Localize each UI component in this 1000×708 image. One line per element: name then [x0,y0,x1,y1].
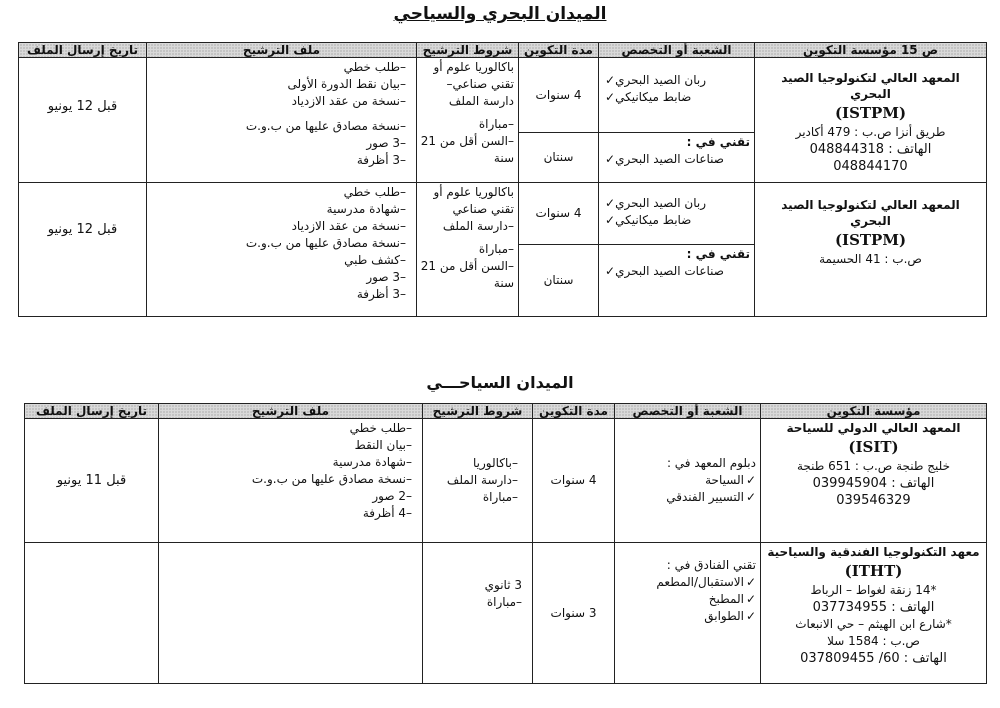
check-icon [744,490,756,504]
table-header-row [19,43,987,58]
header-duration: مدة التكوين [519,43,599,58]
institution-cell: المعهد العالي لتكنولوجيا الصيد البحري (ISTPM) طريق أنزا ص.ب : 479 أكادير الهاتف : 048844318 048844170 [755,58,987,183]
header-file: ملف الترشيح [147,43,417,58]
duration-cell: سنتان [519,133,599,183]
file-cell [159,543,423,684]
section-title: الميدان السياحـــي [426,373,574,392]
file-cell: –طلب خطي –شهادة مدرسية –نسخة من عقد الازدياد –نسخة مصادق عليها من ب.و.ت –كشف طبي –3 صور –3 أظرفة [147,183,417,317]
duration-cell: 4 سنوات [519,58,599,133]
check-icon [744,609,756,623]
specialty-cell: دبلوم المعهد في : ✓ السياحة ✓ التسيير الفندقي [615,419,761,543]
header-date: تاريخ إرسال الملف [25,404,159,419]
check-icon [603,213,615,227]
duration-cell: 4 سنوات [519,183,599,245]
specialty-cell: تقني في : صناعات الصيد البحري✓ [599,133,755,183]
date-cell: قبل 12 يونيو [19,58,147,183]
institution-cell: معهد التكنولوجيا الفندقية والسياحية (ITHT) *14 زنقة لغواط – الرباط الهاتف : 037734955 *شارع ابن الهيثم – حي الانبعاث ص.ب : 1584 سلا الهاتف : 60/ 037809455 [761,543,987,684]
date-cell: قبل 12 يونيو [19,183,147,317]
check-icon [603,152,615,166]
table-header-row [25,404,987,419]
specialty-cell: تقني في : صناعات الصيد البحري✓ [599,245,755,317]
date-cell: قبل 11 يونيو [25,419,159,543]
check-icon [744,575,756,589]
check-icon [603,264,615,278]
header-date: تاريخ إرسال الملف [19,43,147,58]
duration-cell: 4 سنوات [533,419,615,543]
conditions-cell: باكالوريا علوم أو تقني صناعي –دارسة الملف –مباراة –السن أقل من 21 سنة [417,183,519,317]
institution-cell: المعهد العالي الدولي للسياحة (ISIT) خليج طنجة ص.ب : 651 طنجة الهاتف : 039945904 039546329 [761,419,987,543]
header-institution: ص 15 مؤسسة التكوين [755,43,987,58]
specialty-cell: تقني الفنادق في : ✓ الاستقبال/المطعم ✓ المطبخ ✓ الطوابق [615,543,761,684]
header-institution: مؤسسة التكوين [761,404,987,419]
conditions-cell: 3 ثانوي –مباراة [423,543,533,684]
page-title: الميدان البحري والسياحي [393,4,607,24]
date-cell [25,543,159,684]
header-specialty: الشعبة أو التخصص [599,43,755,58]
check-icon [603,90,615,104]
header-duration: مدة التكوين [533,404,615,419]
tourism-table [24,403,987,684]
check-icon [603,73,615,87]
file-cell: –طلب خطي –بيان نقط الدورة الأولى –نسخة من عقد الازدياد –نسخة مصادق عليها من ب.و.ت –3 صور –3 أظرفة [147,58,417,183]
file-cell: –طلب خطي –بيان النقط –شهادة مدرسية –نسخة مصادق عليها من ب.و.ت –2 صور –4 أظرفة [159,419,423,543]
header-file: ملف الترشيح [159,404,423,419]
check-icon [744,592,756,606]
table-row [25,543,987,684]
header-conditions: شروط الترشيح [423,404,533,419]
conditions-cell: باكالوريا علوم أو تقني صناعي– دارسة الملف –مباراة –السن أقل من 21 سنة [417,58,519,183]
conditions-cell: –باكالوريا –دارسة الملف –مباراة [423,419,533,543]
check-icon [744,473,756,487]
header-specialty: الشعبة أو التخصص [615,404,761,419]
duration-cell: سنتان [519,245,599,317]
institution-cell: المعهد العالي لتكنولوجيا الصيد البحري (ISTPM) ص.ب : 41 الحسيمة [755,183,987,317]
header-conditions: شروط الترشيح [417,43,519,58]
specialty-cell: ربان الصيد البحري✓ ضابط ميكانيكي✓ [599,183,755,245]
check-icon [603,196,615,210]
duration-cell: 3 سنوات [533,543,615,684]
table-row [19,183,987,245]
table-row [19,58,987,133]
maritime-table [18,42,987,317]
table-row [25,419,987,543]
specialty-cell: ربان الصيد البحري✓ ضابط ميكانيكي✓ [599,58,755,133]
